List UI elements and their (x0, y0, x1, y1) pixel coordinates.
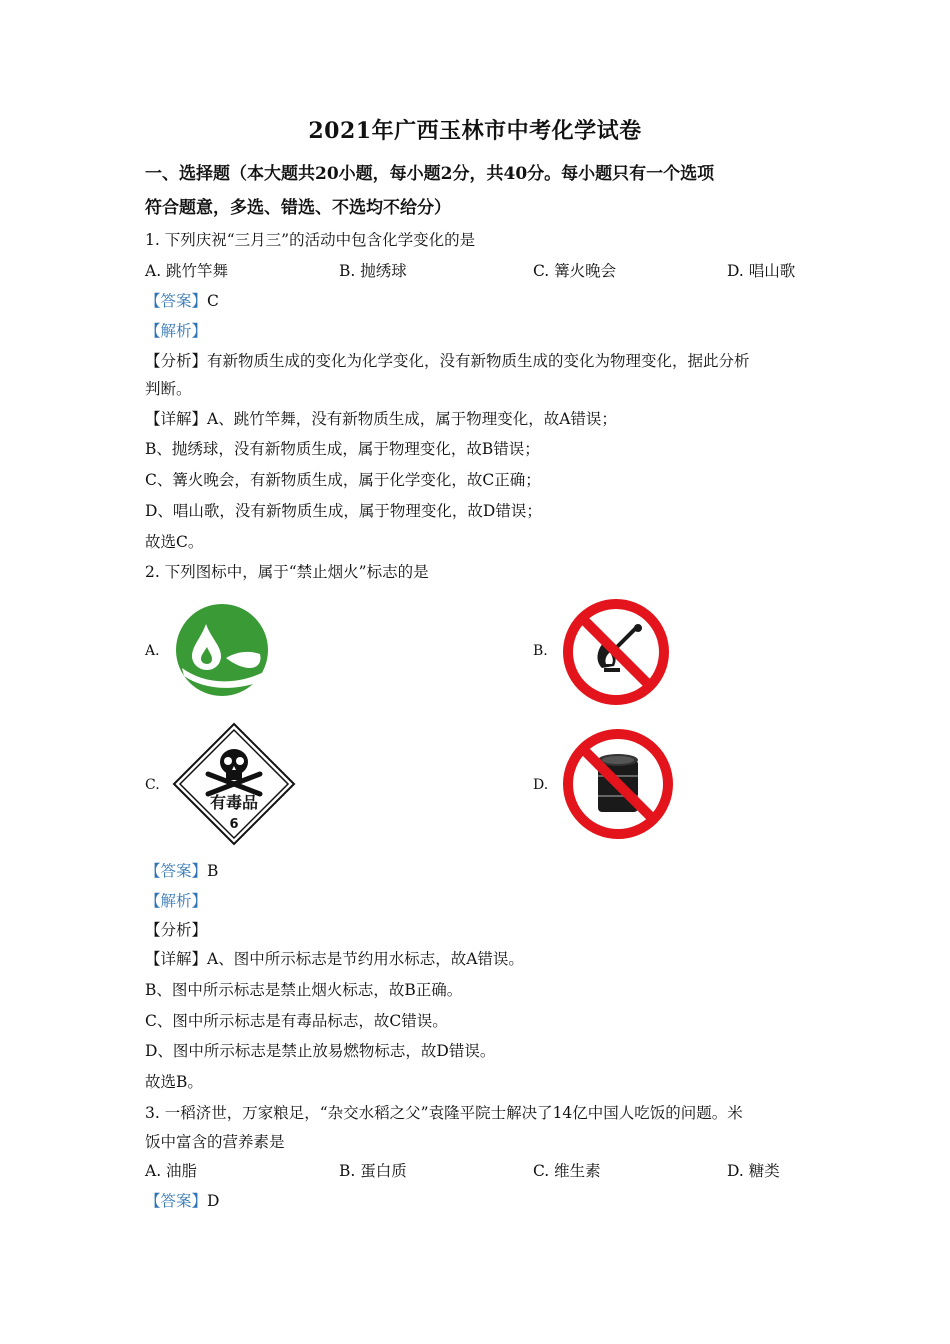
answer-tag: 【答案】 (145, 292, 208, 310)
q1-conclusion: 故选C。 (145, 533, 204, 551)
water-saving-icon (174, 602, 270, 698)
q2-label-b: B. (533, 643, 548, 659)
section-heading-line1: 一、选择题（本大题共20小题，每小题2分，共40分。每小题只有一个选项 (145, 164, 715, 184)
q2-answer (145, 861, 218, 881)
q2-detail-c: C、图中所示标志是有毒品标志，故C错误。 (145, 1012, 448, 1030)
q2-fenxi-tag: 【分析】 (145, 921, 208, 939)
fenxi-text: 有新物质生成的变化为化学变化，没有新物质生成的变化为物理变化，据此分析 (207, 352, 750, 370)
detail-text: A、图中所示标志是节约用水标志，故A错误。 (207, 950, 524, 968)
q1-detail-a (145, 409, 617, 429)
answer-value: B (207, 862, 219, 880)
q3-answer (145, 1191, 219, 1211)
detail-tag: 【详解】 (145, 950, 208, 968)
answer-value: C (207, 292, 219, 310)
q2-stem: 2. 下列图标中，属于“禁止烟火”标志的是 (145, 563, 429, 581)
q2-detail-a (145, 949, 524, 969)
q2-label-a: A. (145, 643, 160, 659)
q1-option-a: A. 跳竹竿舞 (145, 262, 229, 280)
q2-analysis-tag: 【解析】 (145, 892, 208, 910)
q1-detail-b: B、抛绣球，没有新物质生成，属于物理变化，故B错误； (145, 440, 540, 458)
q1-detail-d: D、唱山歌，没有新物质生成，属于物理变化，故D错误； (145, 502, 542, 520)
detail-text: A、跳竹竿舞，没有新物质生成，属于物理变化，故A错误； (207, 410, 617, 428)
q1-analysis-tag: 【解析】 (145, 322, 208, 340)
no-fire-icon (562, 598, 670, 706)
q2-detail-b: B、图中所示标志是禁止烟火标志，故B正确。 (145, 981, 463, 999)
answer-value: D (207, 1192, 220, 1210)
q1-option-b: B. 抛绣球 (339, 262, 407, 280)
fenxi-tag: 【分析】 (145, 352, 208, 370)
q2-label-c: C. (145, 777, 160, 793)
detail-tag: 【详解】 (145, 410, 208, 428)
q3-option-c: C. 维生素 (533, 1162, 601, 1180)
q1-stem: 1. 下列庆祝“三月三”的活动中包含化学变化的是 (145, 231, 476, 249)
page-title: 2021年广西玉林市中考化学试卷 (308, 118, 642, 144)
no-flammable-icon (562, 728, 674, 840)
q1-detail-c: C、篝火晚会，有新物质生成，属于化学变化，故C正确； (145, 471, 541, 489)
q1-fenxi-line2: 判断。 (145, 380, 192, 398)
q3-option-b: B. 蛋白质 (339, 1162, 407, 1180)
q2-detail-d: D、图中所示标志是禁止放易燃物标志，故D错误。 (145, 1042, 496, 1060)
poison-icon (172, 722, 296, 846)
section-heading-line2: 符合题意，多选、错选、不选均不给分） (145, 198, 451, 218)
q3-option-a: A. 油脂 (145, 1162, 198, 1180)
q2-conclusion: 故选B。 (145, 1073, 203, 1091)
q1-answer (145, 291, 219, 311)
q2-label-d: D. (533, 777, 549, 793)
poison-class-number: 6 (229, 817, 239, 832)
q1-option-d: D. 唱山歌 (727, 262, 796, 280)
q1-fenxi (145, 351, 750, 371)
answer-tag: 【答案】 (145, 862, 208, 880)
answer-tag: 【答案】 (145, 1192, 208, 1210)
q1-option-c: C. 篝火晚会 (533, 262, 617, 280)
poison-label: 有毒品 (209, 793, 259, 812)
q3-stem-line2: 饭中富含的营养素是 (145, 1133, 285, 1151)
q3-stem-line1: 3. 一稻济世，万家粮足，“杂交水稻之父”袁隆平院士解决了14亿中国人吃饭的问题。米 (145, 1104, 743, 1122)
q3-option-d: D. 糖类 (727, 1162, 780, 1180)
